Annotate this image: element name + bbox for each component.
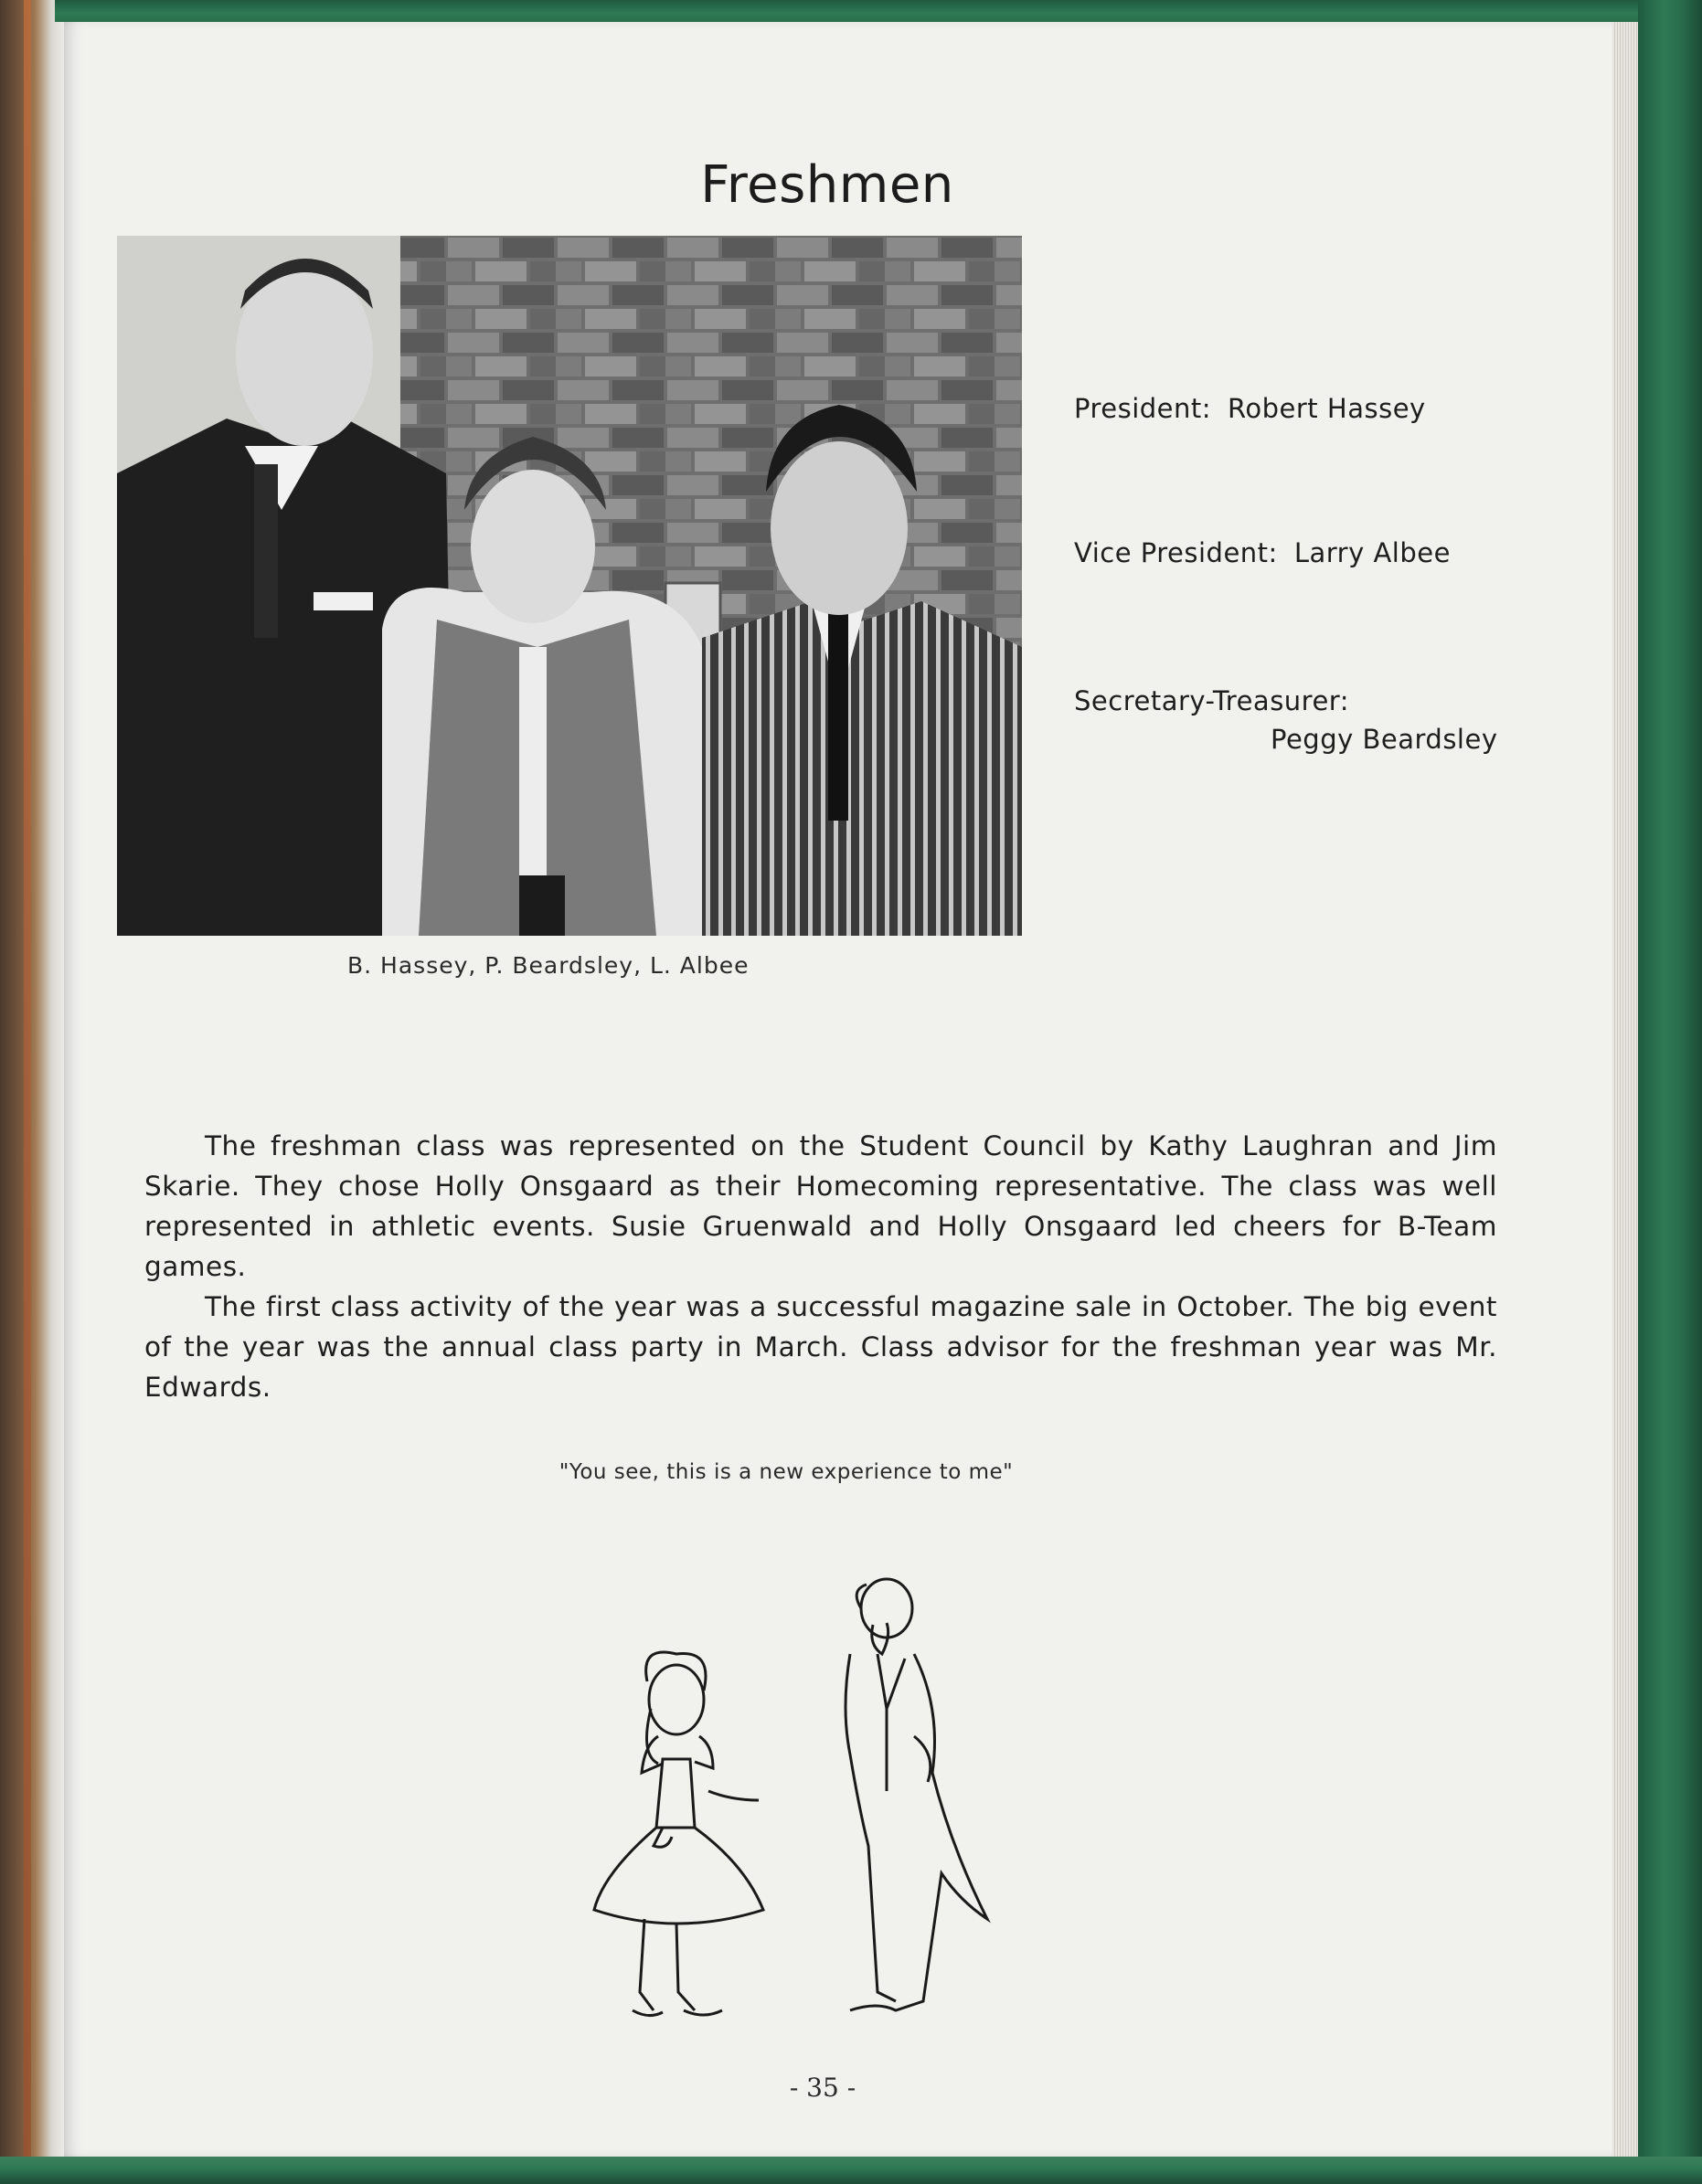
officer-secretary-treasurer-role xyxy=(1074,685,1349,716)
book-cover-bottom xyxy=(0,2157,1702,2184)
officer-name: Peggy Beardsley xyxy=(1271,724,1498,755)
book-left-edge xyxy=(0,0,64,2184)
officer-role: Secretary-Treasurer: xyxy=(1074,685,1349,716)
page-title: Freshmen xyxy=(700,155,954,215)
alice-and-gentleman-drawing xyxy=(576,1572,1015,2047)
officers-photo-image xyxy=(117,236,1022,936)
cartoon-illustration xyxy=(576,1572,1015,2047)
officer-vice-president xyxy=(1074,537,1451,568)
photo-caption: B. Hassey, P. Beardsley, L. Albee xyxy=(347,952,750,979)
class-summary xyxy=(144,1126,1497,1407)
book-cover-top xyxy=(55,0,1702,22)
page-stack-edges xyxy=(1612,22,1638,2157)
cartoon-quote: "You see, this is a new experience to me" xyxy=(558,1460,1014,1484)
spine-binding xyxy=(24,0,31,2184)
officer-role: President: xyxy=(1074,393,1212,424)
summary-paragraph: The freshman class was represented on the Student Council by Kathy Laughran and Jim Skarie. They chose Holly Onsgaard as their Homecoming representative. The class was well represented in athletic events. Susie Gruenwald and Holly Onsgaard led cheers for B-Team games. xyxy=(144,1130,1497,1282)
page-number: - 35 - xyxy=(789,2073,856,2103)
officer-name: Robert Hassey xyxy=(1228,393,1426,424)
officer-president xyxy=(1074,393,1426,424)
book-cover-right xyxy=(1638,0,1702,2184)
summary-paragraph: The first class activity of the year was a successful magazine sale in October. The big event of the year was the annual class party in March. Class advisor for the freshman year was Mr. Edwards. xyxy=(144,1291,1497,1403)
officer-secretary-treasurer-name xyxy=(1271,724,1498,755)
officer-name: Larry Albee xyxy=(1293,537,1451,568)
officers-photo xyxy=(117,236,1022,936)
officer-role: Vice President: xyxy=(1074,537,1278,568)
